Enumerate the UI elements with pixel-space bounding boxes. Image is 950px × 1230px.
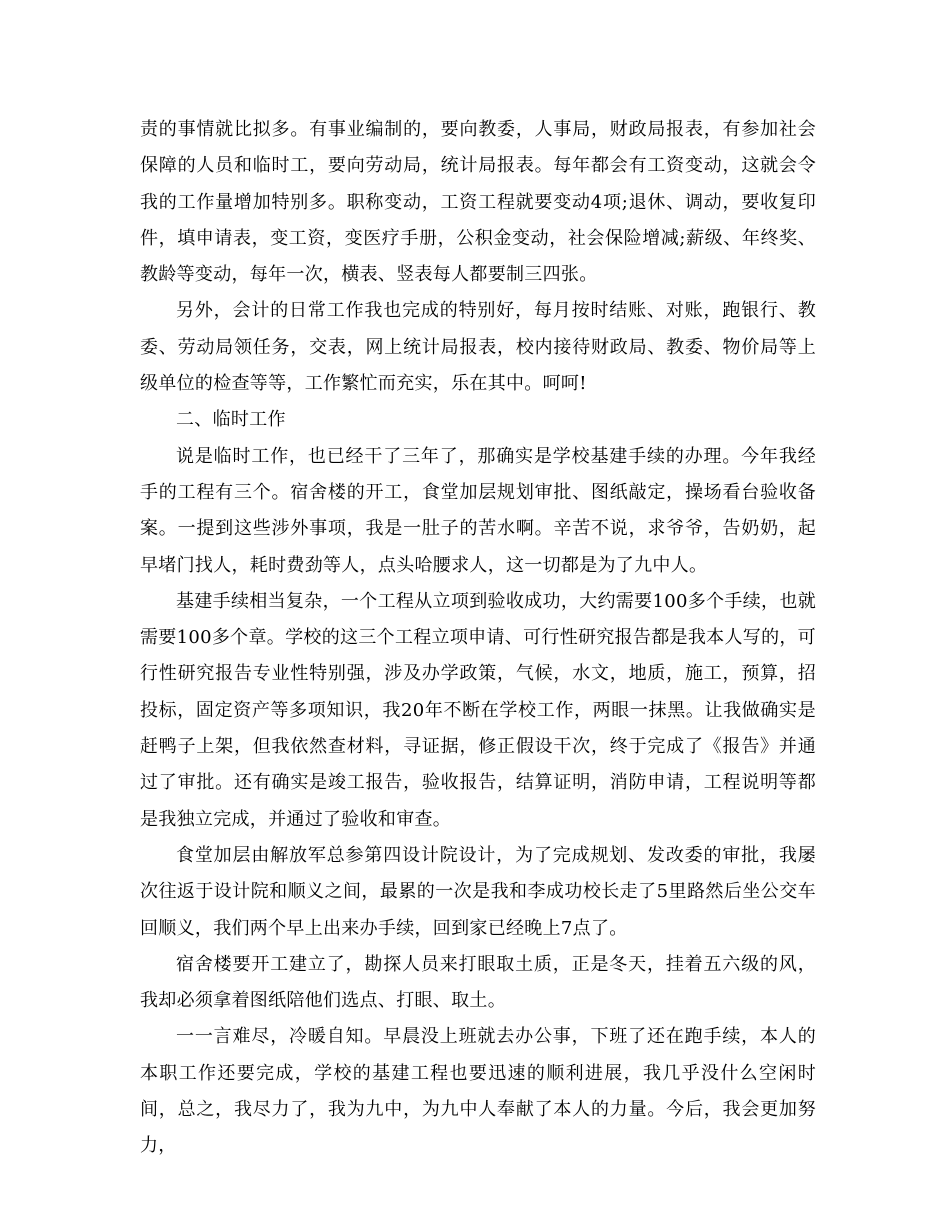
paragraph-canteen-extension: 食堂加层由解放军总参第四设计院设计，为了完成规划、发改委的审批，我屡次往返于设计院和顺义之间，最累的一次是我和李成功校长走了5里路然后坐公交车回顺义，我们两个早上出来办手续，回到家已经晚上7点了。 xyxy=(140,844,816,939)
paragraph-accounting-work: 另外，会计的日常工作我也完成的特别好，每月按时结账、对账，跑银行、教委、劳动局领任务，交表，网上统计局报表，校内接待财政局、教委、物价局等上级单位的检查等等，工作繁忙而充实，乐在其中。呵呵! xyxy=(140,300,816,395)
document-body xyxy=(140,112,816,1165)
paragraph-summary: 一一言难尽，冷暖自知。早晨没上班就去办公事，下班了还在跑手续，本人的本职工作还要完成，学校的基建工程也要迅速的顺利进展，我几乎没什么空闲时间，总之，我尽力了，我为九中，为九中人奉献了本人的力量。今后，我会更加努力， xyxy=(140,1026,816,1157)
paragraph-temporary-work-intro: 说是临时工作，也已经干了三年了，那确实是学校基建手续的办理。今年我经手的工程有三个。宿舍楼的开工，食堂加层规划审批、图纸敲定，操场看台验收备案。一提到这些涉外事项，我是一肚子的苦水啊。辛苦不说，求爷爷，告奶奶，起早堵门找人，耗时费劲等人，点头哈腰求人，这一切都是为了九中人。 xyxy=(140,445,816,576)
paragraph-construction-procedures: 基建手续相当复杂，一个工程从立项到验收成功，大约需要100多个手续，也就需要100多个章。学校的这三个工程立项申请、可行性研究报告都是我本人写的，可行性研究报告专业性特别强，涉及办学政策，气候，水文，地质，施工，预算，招投标，固定资产等多项知识，我20年不断在学校工作，两眼一抹黑。让我做确实是赶鸭子上架，但我依然查材料，寻证据，修正假设干次，终于完成了《报告》并通过了审批。还有确实是竣工报告，验收报告，结算证明，消防申请，工程说明等都是我独立完成，并通过了验收和审查。 xyxy=(140,590,816,830)
paragraph-dormitory-survey: 宿舍楼要开工建立了，勘探人员来打眼取土质，正是冬天，挂着五六级的风，我却必须拿着图纸陪他们选点、打眼、取土。 xyxy=(140,953,816,1012)
paragraph-salary-reports: 责的事情就比拟多。有事业编制的，要向教委，人事局，财政局报表，有参加社会保障的人员和临时工，要向劳动局，统计局报表。每年都会有工资变动，这就会令我的工作量增加特别多。职称变动，工资工程就要变动4项;退休、调动，要收复印件，填申请表，变工资，变医疗手册，公积金变动，社会保险增减;薪级、年终奖、教龄等变动，每年一次，横表、竖表每人都要制三四张。 xyxy=(140,119,816,286)
section-heading-temporary-work: 二、临时工作 xyxy=(176,409,286,431)
